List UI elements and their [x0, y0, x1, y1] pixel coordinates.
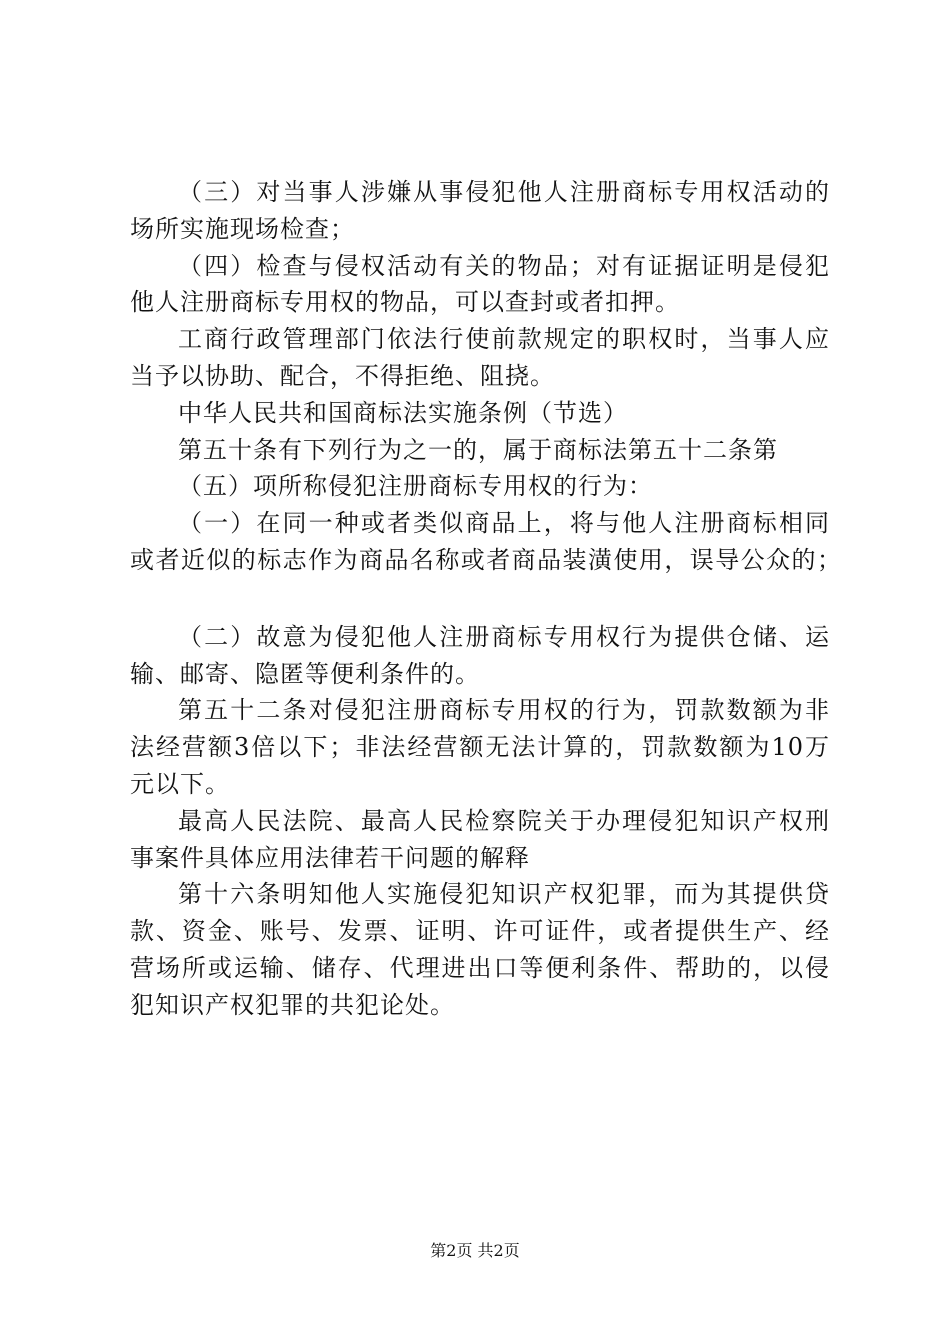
paragraph-line: 第五十二条对侵犯注册商标专用权的行为，罚款数额为非 [178, 696, 830, 725]
page-number-footer: 第2页 共2页 [430, 1241, 520, 1260]
paragraph-line: （三）对当事人涉嫌从事侵犯他人注册商标专用权活动的 [178, 178, 830, 206]
paragraph-line: 第十六条明知他人实施侵犯知识产权犯罪，而为其提供贷 [178, 880, 830, 909]
paragraph-line: 元以下。 [130, 769, 230, 798]
paragraph-line: （五）项所称侵犯注册商标专用权的行为： [178, 472, 653, 501]
section-heading: 事案件具体应用法律若干问题的解释 [130, 843, 530, 872]
paragraph-line: 第五十条有下列行为之一的，属于商标法第五十二条第 [178, 435, 778, 464]
paragraph-line: 犯知识产权犯罪的共犯论处。 [130, 990, 455, 1019]
paragraph-line: 法经营额3倍以下；非法经营额无法计算的，罚款数额为10万 [130, 733, 830, 762]
paragraph-line: （二）故意为侵犯他人注册商标专用权行为提供仓储、运 [178, 622, 830, 651]
paragraph-line: 或者近似的标志作为商品名称或者商品装潢使用，误导公众的； [130, 545, 842, 574]
paragraph-line: 当予以协助、配合，不得拒绝、阻挠。 [130, 361, 555, 390]
paragraph-line: 输、邮寄、隐匿等便利条件的。 [130, 659, 480, 688]
paragraph-line: 工商行政管理部门依法行使前款规定的职权时，当事人应 [178, 325, 830, 354]
paragraph-line: 他人注册商标专用权的物品，可以查封或者扣押。 [130, 288, 680, 317]
paragraph-line: 款、资金、账号、发票、证明、许可证件，或者提供生产、经 [130, 917, 830, 946]
paragraph-line: 营场所或运输、储存、代理进出口等便利条件、帮助的，以侵 [130, 953, 830, 982]
document-body [130, 174, 842, 1024]
paragraph-gap [130, 579, 830, 619]
paragraph-line: （四）检查与侵权活动有关的物品；对有证据证明是侵犯 [178, 251, 830, 280]
paragraph-line: 场所实施现场检查； [130, 214, 355, 243]
section-heading: 最高人民法院、最高人民检察院关于办理侵犯知识产权刑 [178, 806, 830, 835]
section-heading: 中华人民共和国商标法实施条例（节选） [178, 398, 628, 427]
paragraph-line: （一）在同一种或者类似商品上，将与他人注册商标相同 [178, 509, 830, 538]
